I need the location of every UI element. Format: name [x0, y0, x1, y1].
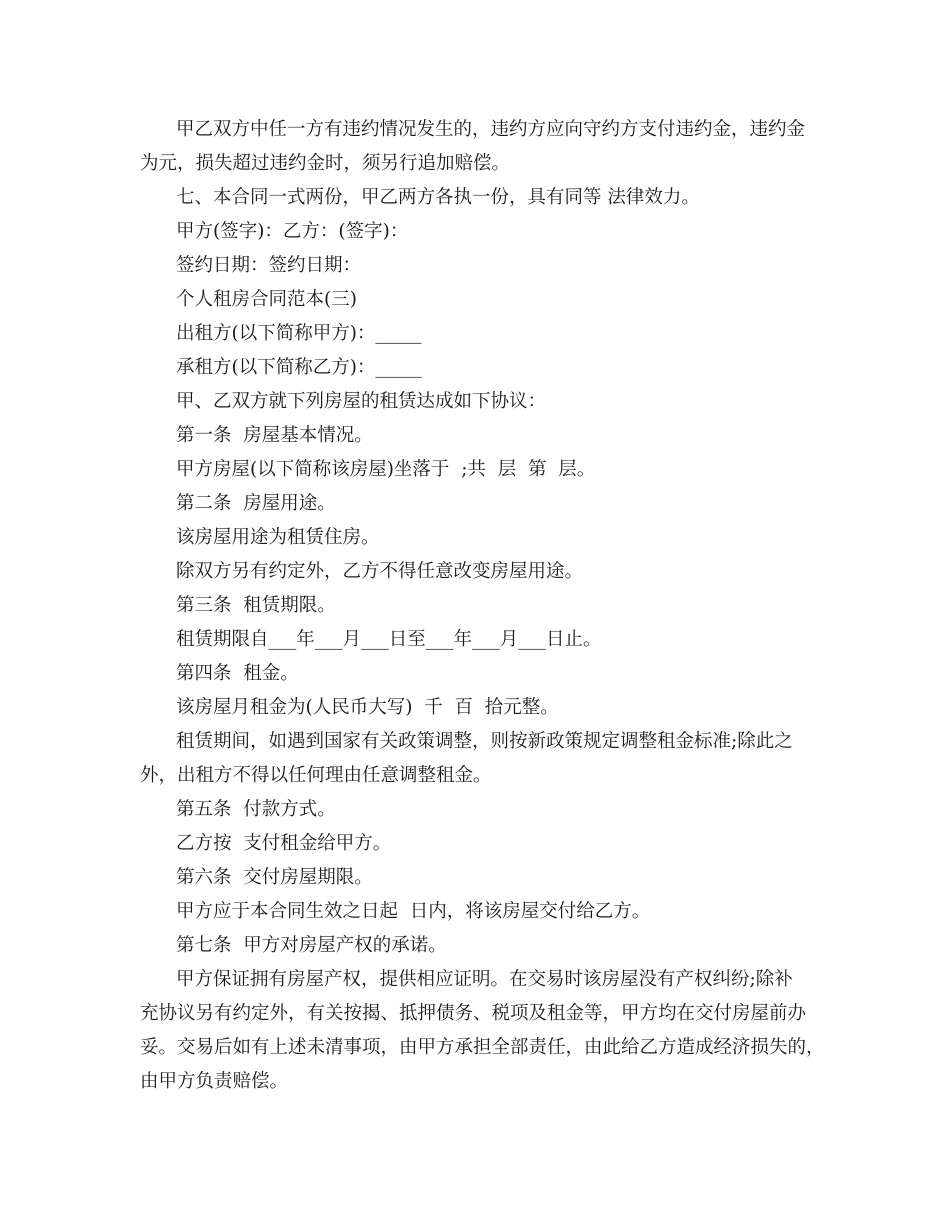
text-line: 甲方应于本合同生效之日起 日内，将该房屋交付给乙方。 [176, 901, 651, 922]
text-line: 甲、乙双方就下列房屋的租赁达成如下协议： [176, 391, 547, 412]
text-line: 妥。交易后如有上述未清事项，由甲方承担全部责任，由此给乙方造成经济损失的， [140, 1037, 825, 1058]
text-line: 租赁期限自___年___月___日至___年___月___日止。 [176, 629, 602, 650]
text-line: 由甲方负责赔偿。 [140, 1071, 289, 1092]
text-line: 租赁期间，如遇到国家有关政策调整，则按新政策规定调整租金标准;除此之 [176, 731, 793, 752]
text-line: 第四条 租金。 [176, 663, 299, 684]
text-line: 第三条 租赁期限。 [176, 595, 336, 616]
text-line: 第七条 甲方对房屋产权的承诺。 [176, 935, 447, 956]
text-line: 第二条 房屋用途。 [176, 493, 336, 514]
text-line: 充协议另有约定外，有关按揭、抵押债务、税项及租金等，甲方均在交付房屋前办 [140, 1003, 807, 1024]
text-line: 七、本合同一式两份，甲乙两方各执一份，具有同等 法律效力。 [176, 187, 700, 208]
document-page [140, 113, 825, 1099]
text-line: 该房屋月租金为(人民币大写) 千 百 拾元整。 [176, 697, 559, 718]
text-line: 个人租房合同范本(三) [176, 289, 357, 310]
text-line: 甲方(签字)：乙方：(签字)： [176, 221, 409, 242]
text-line: 甲乙双方中任一方有违约情况发生的，违约方应向守约方支付违约金，违约金 [176, 119, 806, 140]
text-line: 甲方房屋(以下简称该房屋)坐落于 ;共 层 第 层。 [176, 459, 596, 480]
text-line: 除双方另有约定外，乙方不得任意改变房屋用途。 [176, 561, 584, 582]
text-line: 出租方(以下简称甲方)：_____ [176, 323, 422, 344]
text-line: 第一条 房屋基本情况。 [176, 425, 373, 446]
text-line: 甲方保证拥有房屋产权，提供相应证明。在交易时该房屋没有产权纠纷;除补 [176, 969, 793, 990]
text-line: 第五条 付款方式。 [176, 799, 336, 820]
text-line: 承租方(以下简称乙方)：_____ [176, 357, 422, 378]
text-line: 签约日期：签约日期： [176, 255, 362, 276]
text-line: 第六条 交付房屋期限。 [176, 867, 373, 888]
text-line: 该房屋用途为租赁住房。 [176, 527, 380, 548]
text-line: 乙方按 支付租金给甲方。 [176, 833, 392, 854]
text-line: 为元，损失超过违约金时，须另行追加赔偿。 [140, 153, 511, 174]
text-line: 外，出租方不得以任何理由任意调整租金。 [140, 765, 492, 786]
